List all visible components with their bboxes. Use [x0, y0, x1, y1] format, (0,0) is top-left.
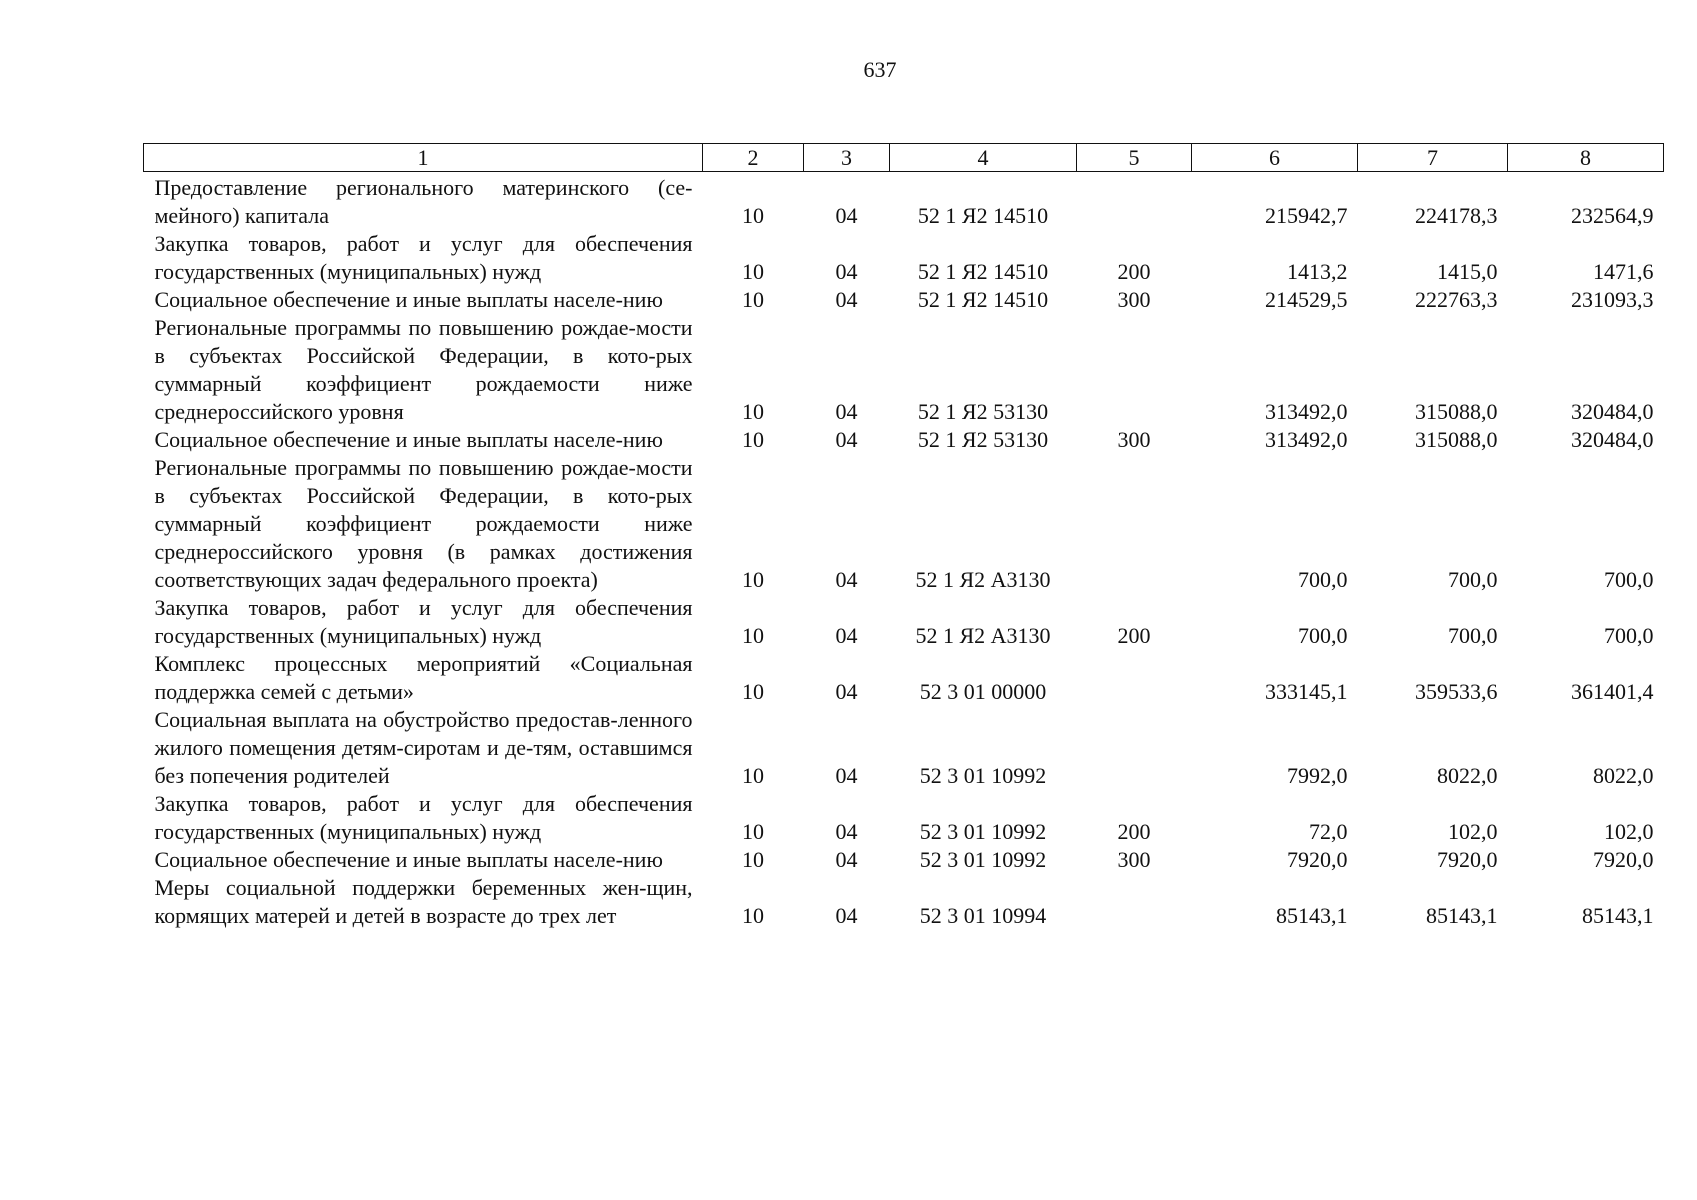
row-expense-type: 200 [1117, 259, 1151, 284]
row-expense-type: 200 [1117, 819, 1151, 844]
row-amount-7: 700,0 [1448, 623, 1498, 648]
table-row [144, 230, 1664, 286]
row-name: Социальное обеспечение и иные выплаты населе-нию [154, 427, 663, 452]
row-amount-8: 231093,3 [1571, 287, 1654, 312]
row-section: 10 [742, 679, 764, 704]
row-name: Предоставление регионального материнского (се-мейного) капитала [154, 175, 693, 228]
row-name: Региональные программы по повышению рождае-мости в субъектах Российской Федерации, в кото-рых суммарный коэффициент рождаемости ниже среднероссийского уровня (в рамках достижения соответствующих задач федерального проекта) [154, 455, 693, 592]
table-row [144, 286, 1664, 314]
row-target-code: 52 3 01 00000 [919, 679, 1047, 704]
row-target-code: 52 3 01 10992 [919, 847, 1047, 872]
row-amount-6: 313492,0 [1265, 399, 1348, 424]
row-amount-7: 222763,3 [1415, 287, 1498, 312]
row-expense-type: 300 [1117, 287, 1151, 312]
row-expense-type [1077, 874, 1192, 930]
row-amount-7: 315088,0 [1415, 399, 1498, 424]
table-row [144, 454, 1664, 594]
row-target-code: 52 1 Я2 А3130 [915, 623, 1051, 648]
header-row [144, 144, 1664, 172]
row-amount-8: 232564,9 [1571, 203, 1654, 228]
header-col-1: 1 [144, 144, 703, 172]
table-row [144, 650, 1664, 706]
row-section: 10 [742, 259, 764, 284]
row-amount-7: 359533,6 [1415, 679, 1498, 704]
table-body [144, 172, 1664, 931]
table-row [144, 314, 1664, 426]
row-section: 10 [742, 567, 764, 592]
row-subsection: 04 [835, 567, 858, 592]
row-expense-type [1077, 706, 1192, 790]
row-subsection: 04 [835, 903, 858, 928]
row-section: 10 [742, 203, 764, 228]
row-amount-6: 333145,1 [1265, 679, 1348, 704]
table-row [144, 874, 1664, 930]
row-amount-6: 214529,5 [1265, 287, 1348, 312]
row-subsection: 04 [835, 203, 858, 228]
row-amount-8: 85143,1 [1582, 903, 1654, 928]
row-expense-type [1077, 454, 1192, 594]
row-section: 10 [742, 763, 764, 788]
row-amount-7: 8022,0 [1437, 763, 1498, 788]
row-amount-7: 102,0 [1448, 819, 1498, 844]
row-expense-type: 200 [1117, 623, 1151, 648]
header-col-4: 4 [890, 144, 1077, 172]
row-target-code: 52 1 Я2 53130 [917, 399, 1049, 424]
row-name: Закупка товаров, работ и услуг для обеспечения государственных (муниципальных) нужд [154, 595, 693, 648]
table-row [144, 706, 1664, 790]
row-amount-7: 700,0 [1448, 567, 1498, 592]
row-name: Социальное обеспечение и иные выплаты населе-нию [154, 847, 663, 872]
page-number: 637 [863, 57, 897, 82]
row-target-code: 52 3 01 10992 [919, 763, 1047, 788]
row-target-code: 52 1 Я2 14510 [917, 203, 1049, 228]
row-amount-6: 7992,0 [1287, 763, 1348, 788]
row-section: 10 [742, 399, 764, 424]
header-col-2: 2 [703, 144, 804, 172]
table-row [144, 594, 1664, 650]
row-name: Комплекс процессных мероприятий «Социальная поддержка семей с детьми» [154, 651, 693, 704]
header-col-7: 7 [1358, 144, 1508, 172]
row-target-code: 52 1 Я2 14510 [917, 287, 1049, 312]
row-expense-type [1077, 314, 1192, 426]
row-section: 10 [742, 287, 764, 312]
row-amount-6: 7920,0 [1287, 847, 1348, 872]
row-expense-type [1077, 172, 1192, 231]
row-target-code: 52 1 Я2 14510 [917, 259, 1049, 284]
row-amount-8: 320484,0 [1571, 427, 1654, 452]
table-row [144, 790, 1664, 846]
row-amount-8: 8022,0 [1593, 763, 1654, 788]
row-expense-type: 300 [1117, 847, 1151, 872]
row-amount-6: 215942,7 [1265, 203, 1348, 228]
row-name: Меры социальной поддержки беременных жен-щин, кормящих матерей и детей в возрасте до трех лет [154, 875, 693, 928]
row-expense-type [1077, 650, 1192, 706]
budget-table [143, 143, 1664, 930]
row-amount-6: 313492,0 [1265, 427, 1348, 452]
row-amount-8: 102,0 [1604, 819, 1654, 844]
row-section: 10 [742, 427, 764, 452]
row-expense-type: 300 [1117, 427, 1151, 452]
row-subsection: 04 [835, 623, 858, 648]
row-amount-6: 1413,2 [1287, 259, 1348, 284]
row-name: Закупка товаров, работ и услуг для обеспечения государственных (муниципальных) нужд [154, 791, 693, 844]
row-subsection: 04 [835, 819, 858, 844]
row-section: 10 [742, 903, 764, 928]
row-amount-7: 7920,0 [1437, 847, 1498, 872]
table-header [144, 144, 1664, 172]
row-subsection: 04 [835, 847, 858, 872]
row-amount-6: 72,0 [1309, 819, 1348, 844]
row-amount-7: 315088,0 [1415, 427, 1498, 452]
row-subsection: 04 [835, 679, 858, 704]
header-col-8: 8 [1508, 144, 1664, 172]
row-amount-8: 700,0 [1604, 567, 1654, 592]
row-section: 10 [742, 819, 764, 844]
row-amount-6: 85143,1 [1276, 903, 1348, 928]
row-subsection: 04 [835, 399, 858, 424]
row-target-code: 52 3 01 10994 [919, 903, 1047, 928]
table-row [144, 426, 1664, 454]
row-amount-7: 85143,1 [1426, 903, 1498, 928]
row-subsection: 04 [835, 287, 858, 312]
header-col-5: 5 [1077, 144, 1192, 172]
row-amount-8: 320484,0 [1571, 399, 1654, 424]
row-amount-8: 361401,4 [1571, 679, 1654, 704]
row-name: Социальное обеспечение и иные выплаты населе-нию [154, 287, 663, 312]
row-name: Региональные программы по повышению рождае-мости в субъектах Российской Федерации, в кото-рых суммарный коэффициент рождаемости ниже среднероссийского уровня [154, 315, 693, 424]
row-target-code: 52 3 01 10992 [919, 819, 1047, 844]
row-amount-7: 1415,0 [1437, 259, 1498, 284]
row-amount-6: 700,0 [1298, 623, 1348, 648]
row-target-code: 52 1 Я2 А3130 [915, 567, 1051, 592]
row-amount-7: 224178,3 [1415, 203, 1498, 228]
row-target-code: 52 1 Я2 53130 [917, 427, 1049, 452]
row-amount-6: 700,0 [1298, 567, 1348, 592]
header-col-6: 6 [1192, 144, 1358, 172]
header-col-3: 3 [804, 144, 890, 172]
row-amount-8: 1471,6 [1593, 259, 1654, 284]
row-subsection: 04 [835, 259, 858, 284]
table-row [144, 846, 1664, 874]
row-subsection: 04 [835, 763, 858, 788]
row-name: Социальная выплата на обустройство предостав-ленного жилого помещения детям-сиротам и де-тям, оставшимся без попечения родителей [154, 707, 693, 788]
row-amount-8: 7920,0 [1593, 847, 1654, 872]
row-name: Закупка товаров, работ и услуг для обеспечения государственных (муниципальных) нужд [154, 231, 693, 284]
row-section: 10 [742, 623, 764, 648]
table-row [144, 172, 1664, 231]
row-amount-8: 700,0 [1604, 623, 1654, 648]
row-section: 10 [742, 847, 764, 872]
row-subsection: 04 [835, 427, 858, 452]
